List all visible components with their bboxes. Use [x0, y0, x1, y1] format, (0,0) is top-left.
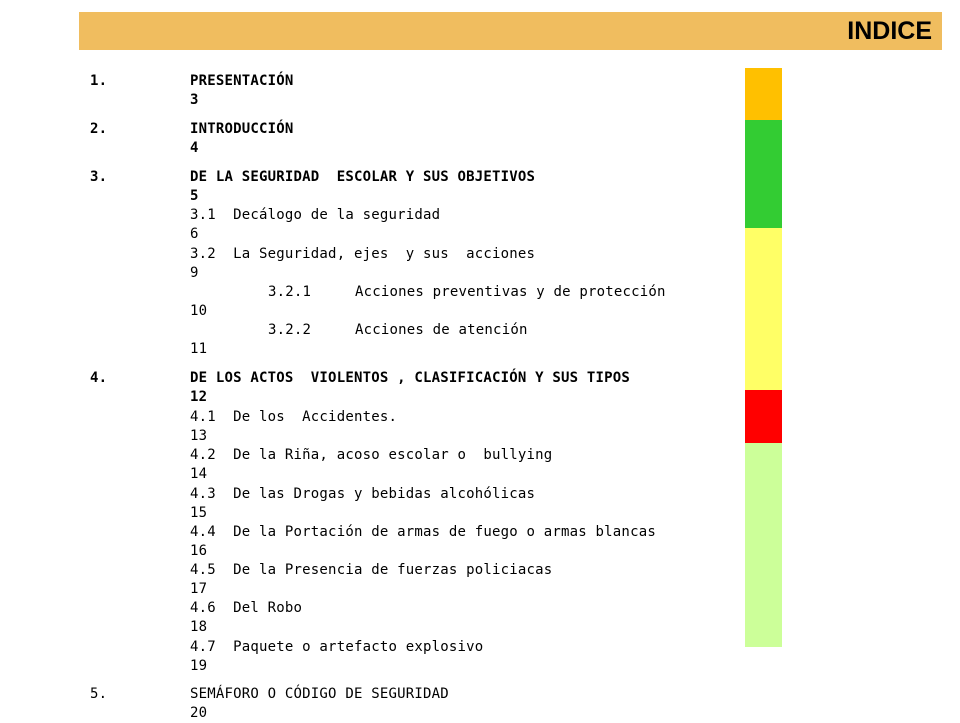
toc-section-number: 2.: [90, 121, 108, 137]
toc-section-number: 3.: [90, 169, 108, 185]
toc-page-number: 11: [190, 341, 208, 357]
toc-page-number: 19: [190, 658, 208, 674]
toc-page-number: 18: [190, 619, 208, 635]
toc-subsubsection-number: 3.2.2: [268, 322, 312, 338]
toc-section-title: DE LOS ACTOS VIOLENTOS , CLASIFICACIÓN Y SUS TIPOS: [190, 370, 631, 386]
toc-subsection: 4.2 De la Riña, acoso escolar o bullying: [190, 447, 553, 463]
toc-subsubsection: Acciones preventivas y de protección: [355, 284, 666, 300]
toc-subsection: 4.7 Paquete o artefacto explosivo: [190, 639, 484, 655]
toc-subsection: 4.3 De las Drogas y bebidas alcohólicas: [190, 486, 536, 502]
toc-page-number: 3: [190, 92, 199, 108]
stripe-red: [745, 390, 782, 443]
toc-section-number: 4.: [90, 370, 108, 386]
toc-page-number: 10: [190, 303, 208, 319]
toc-section-title: DE LA SEGURIDAD ESCOLAR Y SUS OBJETIVOS: [190, 169, 536, 185]
toc-section-number: 1.: [90, 73, 108, 89]
stripe-light-green: [745, 443, 782, 647]
toc-subsection: 3.2 La Seguridad, ejes y sus acciones: [190, 246, 536, 262]
toc-page-number: 14: [190, 466, 208, 482]
toc-page-number: 17: [190, 581, 208, 597]
toc-subsection: 4.1 De los Accidentes.: [190, 409, 398, 425]
toc-section-title: PRESENTACIÓN: [190, 73, 294, 89]
toc-page-number: 5: [190, 188, 199, 204]
toc-page-number: 20: [190, 705, 208, 721]
toc-page-number: 13: [190, 428, 208, 444]
page-title: INDICE: [847, 17, 932, 45]
toc-page-number: 9: [190, 265, 199, 281]
stripe-green: [745, 120, 782, 228]
toc-page-number: 12: [190, 389, 208, 405]
stripe-yellow: [745, 228, 782, 390]
toc-page-number: 4: [190, 140, 199, 156]
toc-subsubsection: Acciones de atención: [355, 322, 528, 338]
toc-subsection: 4.5 De la Presencia de fuerzas policiacas: [190, 562, 553, 578]
toc-subsubsection-number: 3.2.1: [268, 284, 312, 300]
toc-subsection: 4.6 Del Robo: [190, 600, 303, 616]
toc-section-number: 5.: [90, 686, 108, 702]
toc-subsection: 3.1 Decálogo de la seguridad: [190, 207, 441, 223]
toc-page-number: 15: [190, 505, 208, 521]
toc-subsection: 4.4 De la Portación de armas de fuego o armas blancas: [190, 524, 656, 540]
toc-page-number: 16: [190, 543, 208, 559]
toc-page-number: 6: [190, 226, 199, 242]
stripe-amber: [745, 68, 782, 120]
toc-section-title: INTRODUCCIÓN: [190, 121, 294, 137]
toc-section-title: SEMÁFORO O CÓDIGO DE SEGURIDAD: [190, 686, 449, 702]
